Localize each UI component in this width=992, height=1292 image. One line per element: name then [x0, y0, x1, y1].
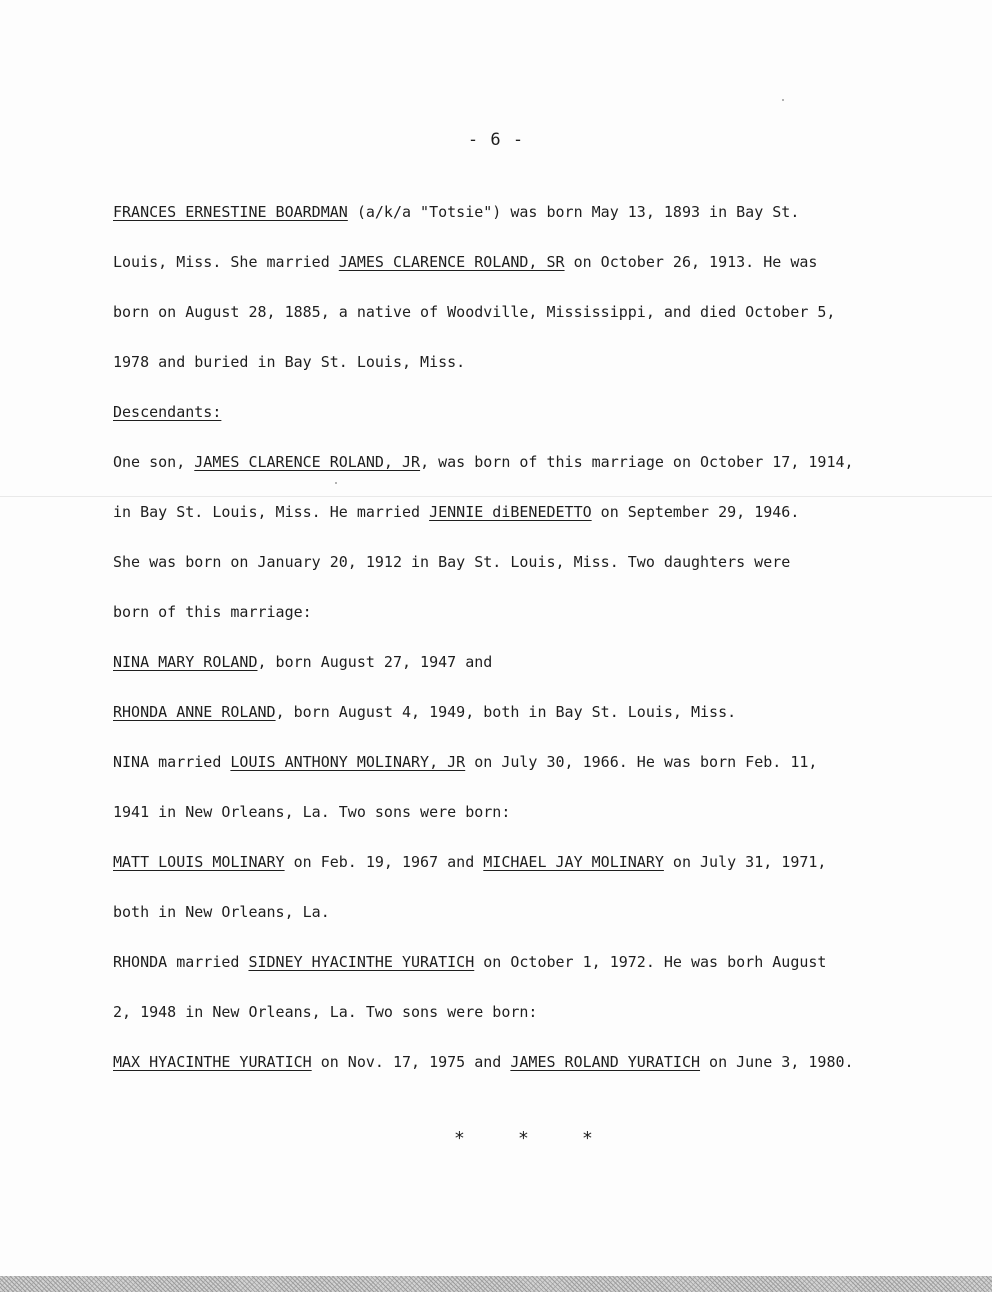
text-segment: (a/k/a "Totsie") was born May 13, 1893 in Bay St. [347, 203, 800, 221]
text-segment: , was born of this marriage on October 17, 1914, [420, 453, 854, 471]
asterisk: * [518, 1128, 529, 1149]
text-segment: on September 29, 1946. [591, 503, 800, 521]
person-name: JAMES CLARENCE ROLAND, SR [338, 253, 565, 271]
person-name: SIDNEY HYACINTHE YURATICH [248, 953, 475, 971]
paragraph-line [113, 202, 799, 222]
text-segment: on October 1, 1972. He was borh August [474, 953, 827, 971]
person-name: JENNIE diBENEDETTO [429, 503, 592, 521]
scan-speck [335, 482, 337, 484]
text-segment: on Nov. 17, 1975 and [311, 1053, 511, 1071]
heading-text: Descendants: [113, 403, 222, 421]
scan-fold-line [0, 496, 992, 497]
paragraph-line: 1978 and buried in Bay St. Louis, Miss. [113, 353, 466, 371]
person-name: MATT LOUIS MOLINARY [113, 853, 285, 871]
person-name: RHONDA ANNE ROLAND [113, 703, 276, 721]
text-segment: on June 3, 1980. [700, 1053, 854, 1071]
paragraph-line [113, 502, 799, 522]
text-segment: One son, [113, 453, 195, 471]
text-segment: Louis, Miss. She married [113, 253, 339, 271]
paragraph-line: 2, 1948 in New Orleans, La. Two sons were born: [113, 1003, 538, 1021]
paragraph-line [113, 702, 736, 722]
descendants-heading [113, 402, 221, 422]
paragraph-line: born of this marriage: [113, 603, 312, 621]
paragraph-line: born on August 28, 1885, a native of Woodville, Mississippi, and died October 5, [113, 303, 836, 321]
paragraph-line [113, 852, 826, 872]
text-segment: on July 30, 1966. He was born Feb. 11, [465, 753, 818, 771]
text-segment: in Bay St. Louis, Miss. He married [113, 503, 430, 521]
text-segment: on October 26, 1913. He was [564, 253, 818, 271]
text-segment: , born August 27, 1947 and [257, 653, 493, 671]
page-number: - 6 - [467, 130, 525, 150]
paragraph-line [113, 652, 492, 672]
paragraph-line [113, 952, 826, 972]
paragraph-line: 1941 in New Orleans, La. Two sons were born: [113, 803, 511, 821]
text-segment: on July 31, 1971, [663, 853, 827, 871]
text-segment: NINA married [113, 753, 231, 771]
person-name: MAX HYACINTHE YURATICH [113, 1053, 312, 1071]
person-name: NINA MARY ROLAND [113, 653, 258, 671]
section-separator [454, 1128, 646, 1149]
asterisk: * [454, 1128, 465, 1149]
paragraph-line: both in New Orleans, La. [113, 903, 330, 921]
person-name: MICHAEL JAY MOLINARY [483, 853, 664, 871]
scan-speck [782, 99, 784, 101]
person-name: FRANCES ERNESTINE BOARDMAN [113, 203, 348, 221]
person-name: JAMES ROLAND YURATICH [510, 1053, 701, 1071]
paragraph-line [113, 752, 817, 772]
paragraph-line [113, 452, 854, 472]
text-segment: RHONDA married [113, 953, 249, 971]
asterisk: * [582, 1128, 593, 1149]
text-segment: on Feb. 19, 1967 and [284, 853, 484, 871]
paragraph-line [113, 1052, 854, 1072]
scan-edge-texture [0, 1276, 992, 1292]
paragraph-line: She was born on January 20, 1912 in Bay St. Louis, Miss. Two daughters were [113, 553, 791, 571]
paragraph-line [113, 252, 817, 272]
text-segment: , born August 4, 1949, both in Bay St. Louis, Miss. [275, 703, 737, 721]
person-name: LOUIS ANTHONY MOLINARY, JR [230, 753, 466, 771]
person-name: JAMES CLARENCE ROLAND, JR [194, 453, 421, 471]
